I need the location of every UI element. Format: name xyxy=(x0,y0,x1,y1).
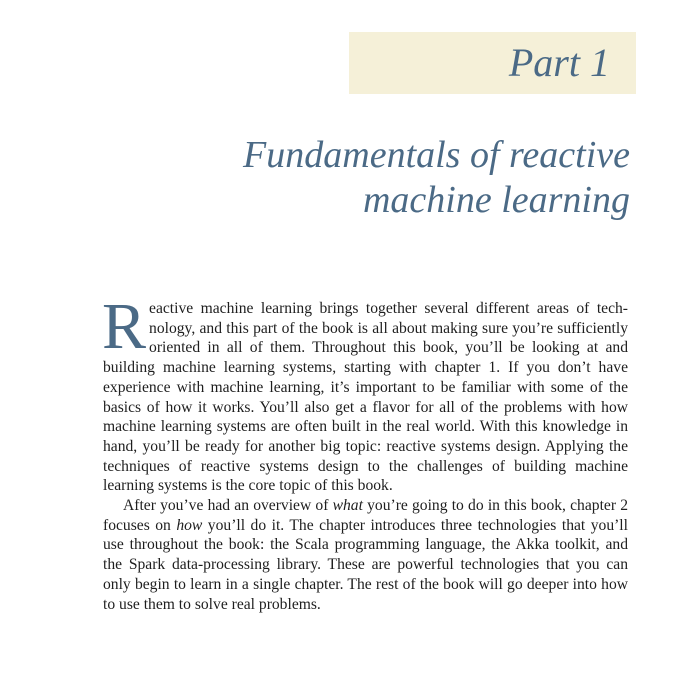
paragraph-2-seg-2: you’re going to do in this book, chapter 2 focuses on xyxy=(103,497,628,534)
part-title xyxy=(243,133,630,223)
body-text xyxy=(102,290,628,614)
part-title-line-1: Fundamentals of reactive xyxy=(243,134,630,176)
part-title-line-2: machine learning xyxy=(362,179,630,221)
part-label-box xyxy=(349,32,636,94)
emphasis-how: how xyxy=(176,516,203,534)
paragraph-1-text: eactive machine learning brings together several different areas of technology, and this part of the book is all about making sure you’re sufficiently oriented in all of them. Throughout this book, you’ll be looking at and building machine learning systems, starting with chapter 1. If you don’t have experience with machine learning, it’s important to be familiar with some of the basics of how it works. You’ll also get a flavor for all of the problems with how machine learning systems are often built in the real world. With this knowledge in hand, you’ll be ready for another big topic: reactive systems design. Applying the techniques of reactive systems design to the challenges of building machine learning systems is the core topic of this book. xyxy=(103,300,628,495)
paragraph-1 xyxy=(102,290,628,496)
paragraph-2-seg-1: After you’ve had an overview of xyxy=(123,497,333,515)
paragraph-2-seg-3: you’ll do it. The chapter introduces three technologies that you’ll use throughout the book: the Scala programming language, the Akka toolkit, and the Spark data-processing library. These are powerful technologies that you can only begin to learn in a single chapter. The rest of the book will go deeper into how to use them to solve real problems. xyxy=(103,516,628,613)
emphasis-what: what xyxy=(332,497,363,515)
drop-cap: R xyxy=(102,290,147,363)
part-label: Part 1 xyxy=(508,40,610,85)
paragraph-2 xyxy=(103,496,628,614)
